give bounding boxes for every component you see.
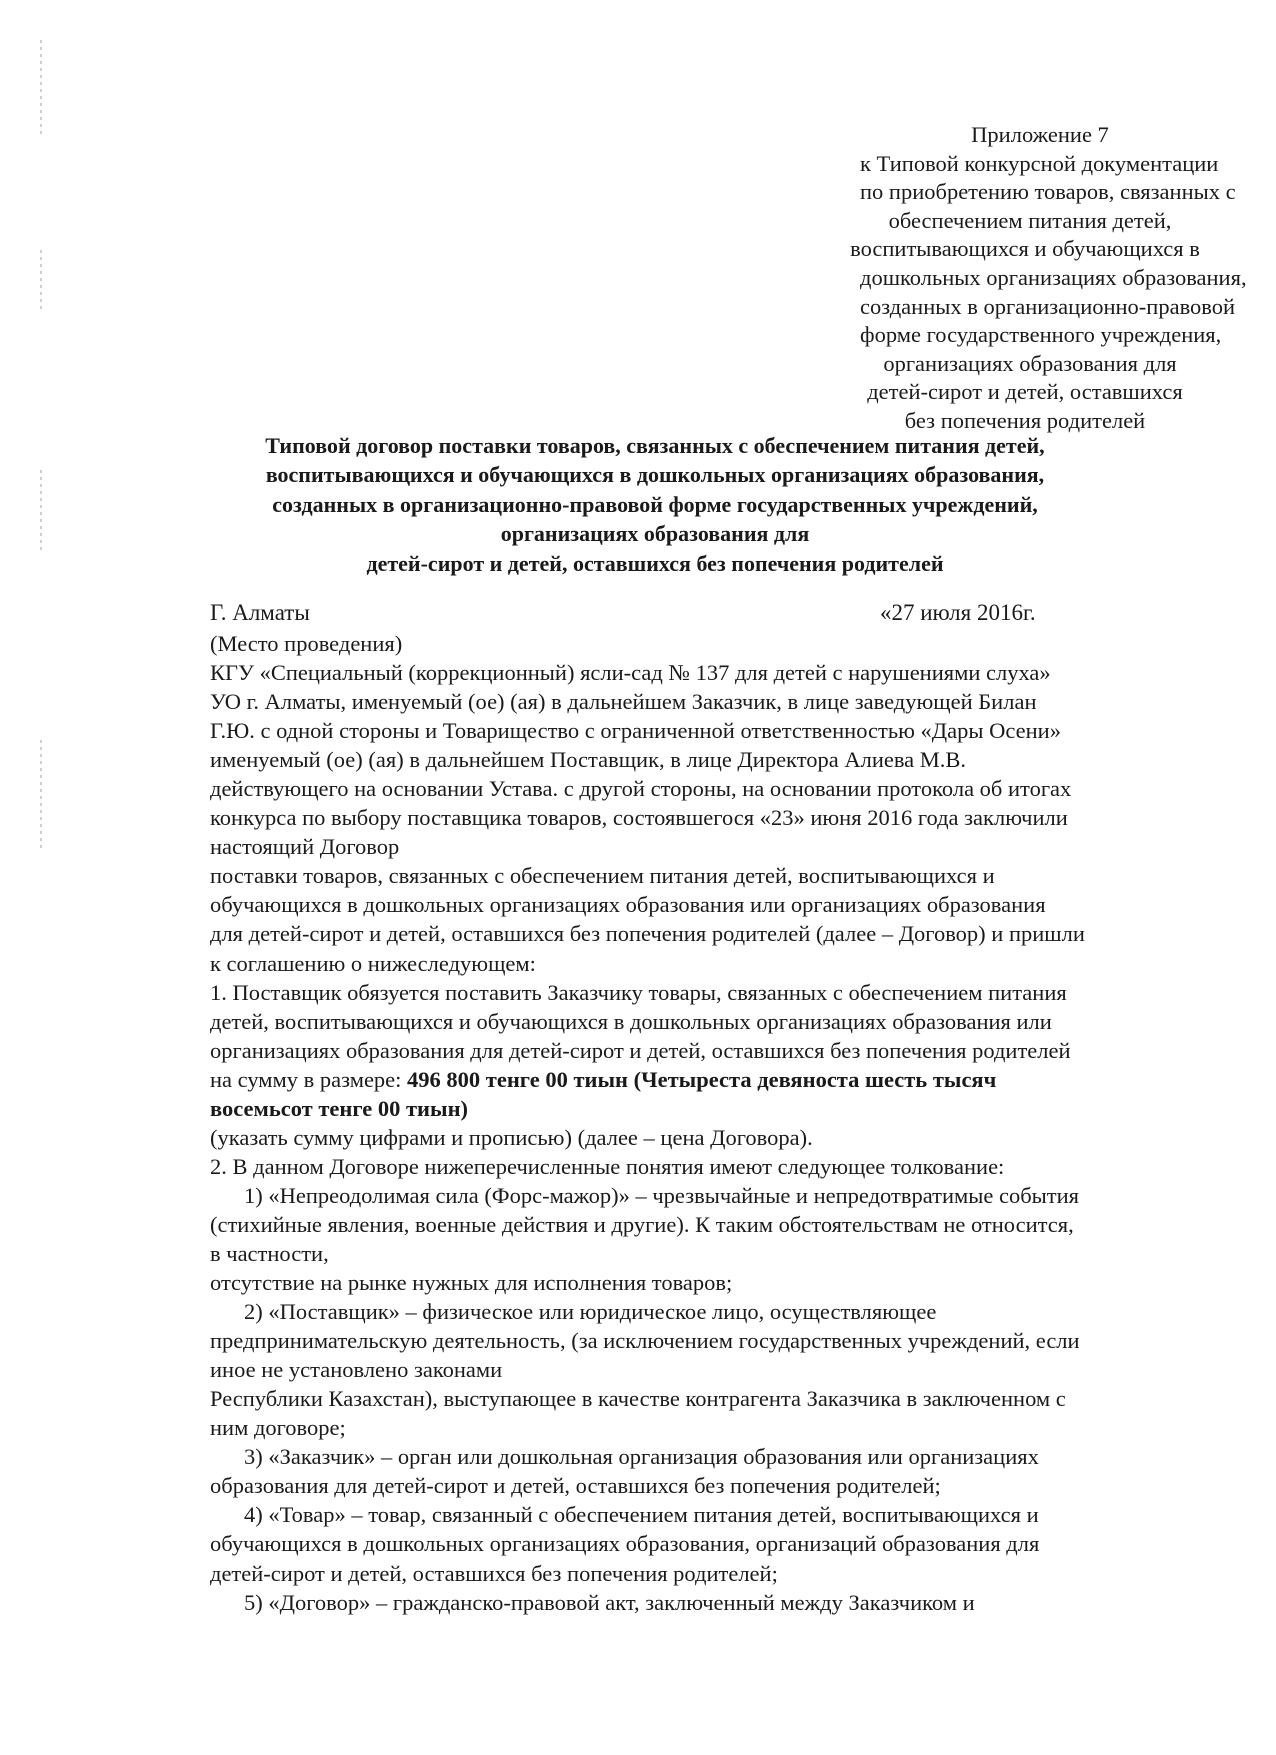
body-line: обучающихся в дошкольных организациях образования, организаций образования для xyxy=(210,1531,1040,1557)
scan-edge-mark xyxy=(40,740,42,850)
body-line: обучающихся в дошкольных организациях образования или организациях образования xyxy=(210,892,1046,918)
appendix-line: форме государственного учреждения, xyxy=(860,322,1222,348)
body-line: (указать сумму цифрами и прописью) (далее – цена Договора). xyxy=(210,1124,813,1150)
definition-item: 2) «Поставщик» – физическое или юридическое лицо, осуществляющее xyxy=(244,1299,937,1325)
body-line: детей-сирот и детей, оставшихся без попечения родителей; xyxy=(210,1560,778,1586)
place-date-row xyxy=(210,600,1160,630)
definition-item: 3) «Заказчик» – орган или дошкольная организация образования или организациях xyxy=(244,1444,1039,1470)
body-line: предпринимательскую деятельность, (за исключением государственных учреждений, если xyxy=(210,1328,1080,1354)
contract-sum-bold: 496 800 тенге 00 тиын (Четыреста девяноста шесть тысяч xyxy=(407,1066,997,1092)
contract-sum-bold-continued: восемьсот тенге 00 тиын) xyxy=(210,1095,469,1121)
appendix-line: Приложение 7 xyxy=(971,122,1109,147)
body-line: (стихийные явления, военные действия и другие). К таким обстоятельствам не относится, xyxy=(210,1211,1074,1237)
contract-sum-line xyxy=(210,1094,1220,1123)
title-line: организациях образования для xyxy=(500,521,810,547)
body-line: ним договоре; xyxy=(210,1415,346,1441)
body-line: действующего на основании Устава. с другой стороны, на основании протокола об итогах xyxy=(210,776,1072,802)
title-line: созданных в организационно-правовой форме государственных учреждений, xyxy=(272,491,1038,517)
appendix-line: по приобретению товаров, связанных с xyxy=(860,179,1236,205)
body-line: КГУ «Специальный (коррекционный) ясли-сад № 137 для детей с нарушениями слуха» xyxy=(210,660,1051,686)
body-line: поставки товаров, связанных с обеспечением питания детей, воспитывающихся и xyxy=(210,863,995,889)
appendix-line: без попечения родителей xyxy=(904,407,1146,433)
contract-city: Г. Алматы xyxy=(210,600,310,625)
contract-sum-line xyxy=(210,1065,1220,1094)
body-line: настоящий Договор xyxy=(210,834,400,860)
body-line: в частности, xyxy=(210,1240,329,1266)
definition-item: 5) «Договор» – гражданско-правовой акт, заключенный между Заказчиком и xyxy=(244,1589,975,1615)
appendix-line: воспитывающихся и обучающихся в xyxy=(850,236,1200,262)
body-line: отсутствие на рынке нужных для исполнения товаров; xyxy=(210,1270,733,1296)
title-line: воспитывающихся и обучающихся в дошкольных организациях образования, xyxy=(265,462,1045,488)
scan-edge-mark xyxy=(40,40,42,135)
contract-title xyxy=(150,431,1160,578)
appendix-line: созданных в организационно-правовой xyxy=(860,293,1236,319)
body-line: образования для детей-сирот и детей, оставшихся без попечения родителей; xyxy=(210,1473,941,1499)
appendix-line: организациях образования для xyxy=(883,350,1177,376)
body-line: Г.Ю. с одной стороны и Товарищество с ограниченной ответственностью «Дары Осени» xyxy=(210,718,1061,744)
title-line: Типовой договор поставки товаров, связанных с обеспечением питания детей, xyxy=(265,433,1045,458)
appendix-line: дошкольных организациях образования, xyxy=(860,264,1247,290)
body-line: для детей-сирот и детей, оставшихся без попечения родителей (далее – Договор) и пришли xyxy=(210,921,1085,947)
scan-edge-mark xyxy=(40,250,42,310)
appendix-line: детей-сирот и детей, оставшихся xyxy=(867,379,1183,405)
contract-date: «27 июля 2016г. xyxy=(880,600,1036,625)
body-line: иное не установлено законами xyxy=(210,1357,503,1383)
contract-body xyxy=(210,629,1220,1617)
body-line: 2. В данном Договоре нижеперечисленные понятия имеют следующее толкование: xyxy=(210,1153,1005,1179)
sum-prefix: на сумму в размере: xyxy=(210,1066,408,1092)
appendix-line: к Типовой конкурсной документации xyxy=(860,150,1219,176)
scan-edge-mark xyxy=(40,470,42,550)
body-line: конкурса по выбору поставщика товаров, состоявшегося «23» июня 2016 года заключили xyxy=(210,805,1068,831)
body-line: 1. Поставщик обязуется поставить Заказчику товары, связанных с обеспечением питания xyxy=(210,979,1067,1005)
body-line: организациях образования для детей-сирот и детей, оставшихся без попечения родителей xyxy=(210,1037,1071,1063)
definition-item: 4) «Товар» – товар, связанный с обеспечением питания детей, воспитывающихся и xyxy=(244,1502,1039,1528)
body-line: к соглашению о нижеследующем: xyxy=(210,950,536,976)
appendix-header xyxy=(740,121,1247,436)
body-line: Республики Казахстан), выступающее в качестве контрагента Заказчика в заключенном с xyxy=(210,1386,1066,1412)
body-line: УО г. Алматы, именуемый (ое) (ая) в дальнейшем Заказчик, в лице заведующей Билан xyxy=(210,689,1037,715)
appendix-line: обеспечением питания детей, xyxy=(888,207,1172,233)
body-line: именуемый (ое) (ая) в дальнейшем Поставщик, в лице Директора Алиева М.В. xyxy=(210,747,967,773)
body-line: (Место проведения) xyxy=(210,631,403,656)
title-line: детей-сирот и детей, оставшихся без попечения родителей xyxy=(366,550,944,576)
definition-item: 1) «Непреодолимая сила (Форс-мажор)» – чрезвычайные и непредотвратимые события xyxy=(244,1182,1079,1208)
body-line: детей, воспитывающихся и обучающихся в дошкольных организациях образования или xyxy=(210,1008,1052,1034)
